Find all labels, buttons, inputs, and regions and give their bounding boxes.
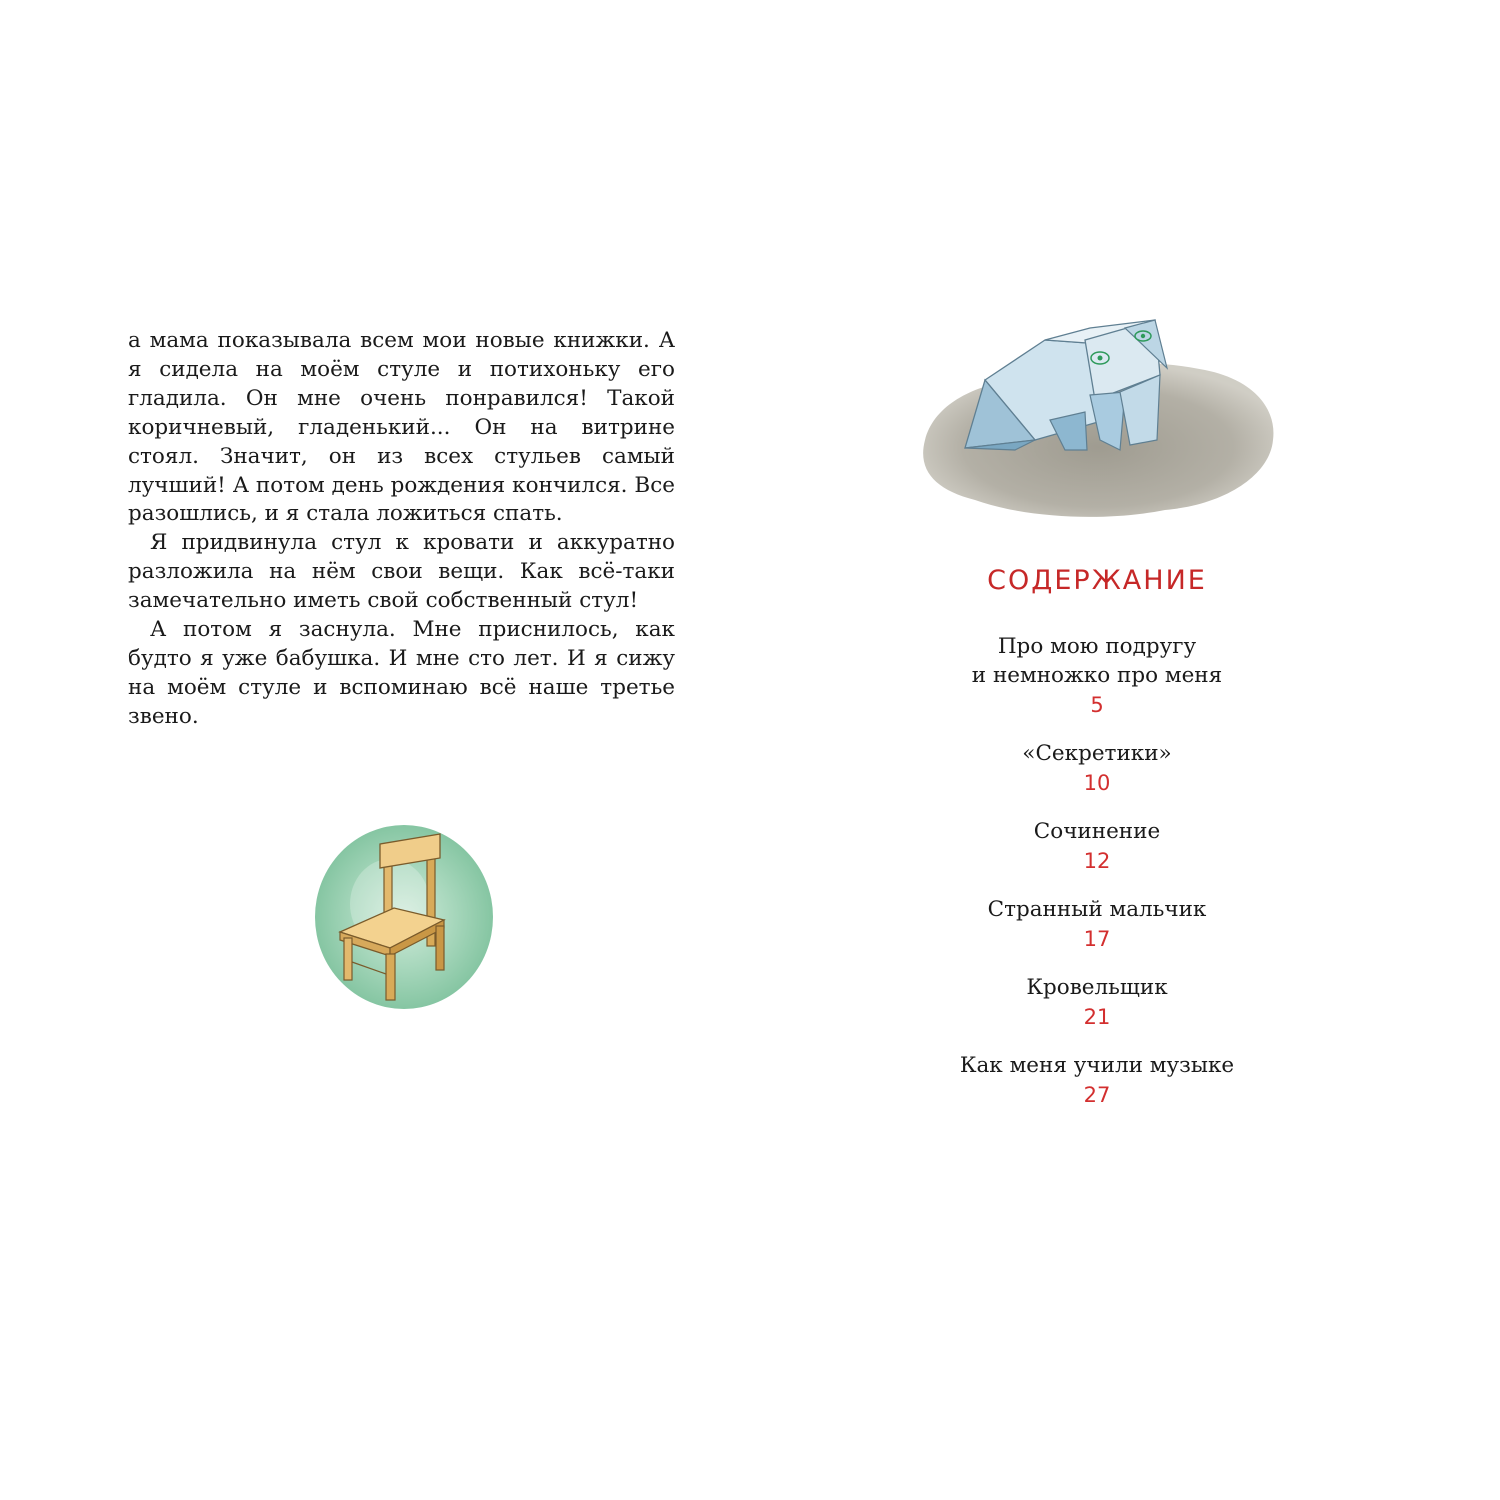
toc-entry[interactable] — [750, 1051, 1444, 1108]
toc-entry-title: Про мою подругу — [997, 634, 1197, 659]
toc-entry[interactable] — [750, 973, 1444, 1030]
toc-entry[interactable] — [750, 632, 1444, 718]
toc-entry-page: 5 — [1090, 693, 1104, 717]
toc-entry-title: Сочинение — [1033, 819, 1161, 844]
toc-entry-title: Кровельщик — [1026, 975, 1168, 1000]
toc-entry-title: Как меня учили музыке — [959, 1053, 1235, 1078]
toc-entry[interactable] — [750, 739, 1444, 796]
toc-entry-page: 10 — [1083, 771, 1111, 795]
toc-entry-page: 12 — [1083, 849, 1111, 873]
toc-entry-title: и немножко про меня — [971, 663, 1223, 688]
toc-entry-page: 21 — [1083, 1005, 1111, 1029]
table-of-contents — [750, 632, 1444, 1129]
paragraph: А потом я заснула. Мне приснилось, как будто я уже бабушка. И мне сто лет. И я сижу на моём стуле и вспоминаю всё наше третье звено. — [128, 617, 675, 729]
toc-entry[interactable] — [750, 895, 1444, 952]
toc-entry-title: «Секретики» — [1022, 741, 1172, 766]
right-page — [750, 0, 1500, 1500]
paragraph: а мама показывала всем мои новые книжки. А я сидела на моём стуле и потихоньку его гладила. Он мне очень понравился! Такой коричневый, гладенький... Он на витрине стоял. Значит, он из всех стульев самый лучший! А потом день рождения кончился. Все разошлись, и я стала ложиться спать. — [128, 328, 675, 527]
origami-frog-illustration — [915, 300, 1280, 530]
story-text — [128, 327, 675, 732]
paragraph: Я придвинула стул к кровати и аккуратно разложила на нём свои вещи. Как всё-таки замечательно иметь свой собственный стул! — [128, 530, 675, 614]
chair-illustration — [312, 822, 496, 1012]
toc-entry[interactable] — [750, 817, 1444, 874]
toc-entry-page: 27 — [1083, 1083, 1111, 1107]
toc-heading: СОДЕРЖАНИЕ — [987, 565, 1207, 596]
toc-entry-page: 17 — [1083, 927, 1111, 951]
chair-icon — [312, 822, 496, 1012]
origami-frog-icon — [915, 300, 1280, 530]
toc-entry-title: Странный мальчик — [987, 897, 1207, 922]
